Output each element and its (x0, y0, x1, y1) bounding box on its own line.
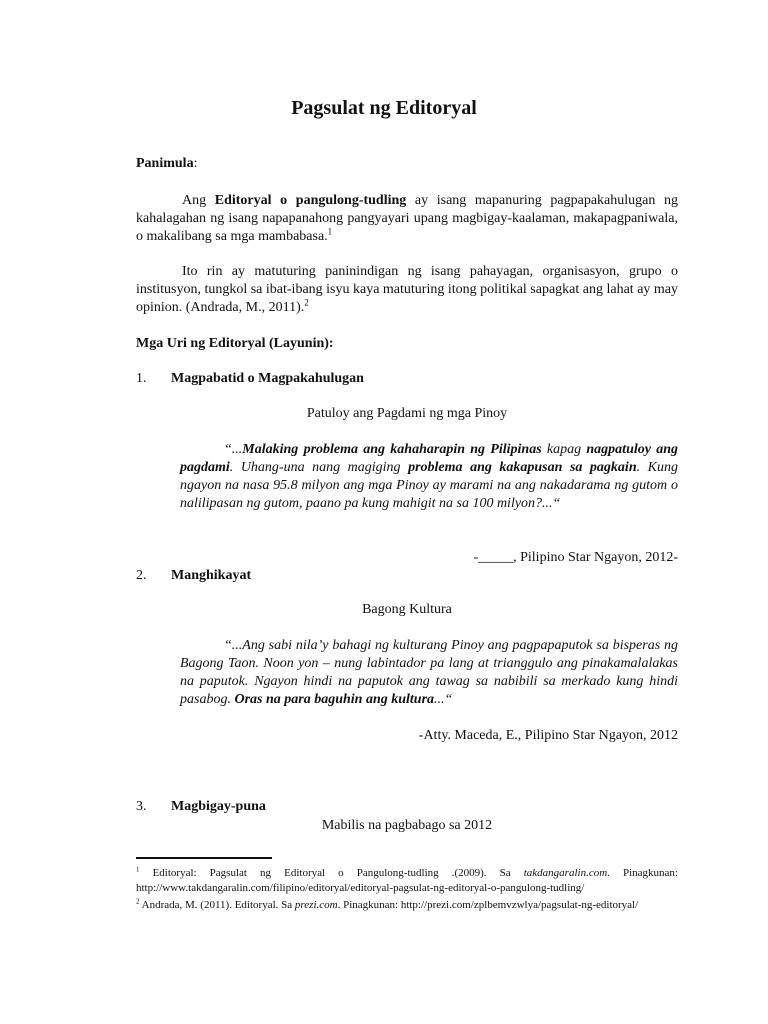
footnotes (136, 866, 678, 915)
footnote-2 (136, 898, 678, 913)
quote-text-1: kapag (541, 442, 587, 457)
para1-intro: Ang (182, 193, 215, 208)
quote-bold-3: problema ang kakapusan sa pagkain (408, 460, 637, 475)
item-3-subtitle: Mabilis na pagbabago sa 2012 (321, 818, 493, 833)
paragraph-definition (136, 192, 678, 246)
footnote-mark: 2 (136, 897, 140, 906)
para2-text: Ito rin ay matuturing paninindigan ng isang pahayagan, organisasyon, grupo o institusyon, tungkol sa ibat-ibang isyu kaya matuturing itong politikal sapagkat ang lahat ay may opinion. (Andrada, M., 2011). (136, 264, 679, 315)
item-1-attribution: -_____, Pilipino Star Ngayon, 2012- (473, 550, 678, 565)
para1-bold-term: Editoryal o pangulong-tudling (214, 193, 407, 208)
item-1-subtitle: Patuloy ang Pagdami ng mga Pinoy (306, 406, 508, 421)
quote-bold-2: nagpatuloy ang pagdami (180, 442, 678, 475)
item-label: Magpabatid o Magpakahulugan (171, 371, 364, 386)
quote-open: “... (224, 442, 243, 457)
section-heading-panimula (136, 155, 197, 173)
quote-bold-1: Malaking problema ang kahaharapin ng Pilipinas (242, 442, 542, 457)
item-label: Manghikayat (171, 568, 252, 583)
footnote-url: . Pinagkunan: http://prezi.com/zplbemvzwlya/pagsulat-ng-editoryal/ (337, 899, 639, 911)
footnote-text: Andrada, M. (2011). Editoryal. Sa (139, 899, 295, 911)
footnote-separator (136, 857, 272, 859)
item-number: 2. (136, 568, 147, 583)
panimula-label: Panimula (136, 156, 194, 171)
paragraph-opinion (136, 263, 678, 317)
quote-text-2: . Uhang-una nang magiging (229, 460, 409, 475)
item-label: Magbigay-puna (171, 799, 266, 814)
footnote-mark: 1 (136, 865, 140, 874)
item-number: 1. (136, 371, 147, 386)
item-2-quote (180, 637, 678, 709)
quote-text-2: ...“ (434, 692, 453, 707)
quote-text-1: “...Ang sabi nila’y bahagi ng kulturang Pinoy ang pagpapaputok sa bisperas ng Bagong Taon. Noon yon – nung labintador pa lang at trianggulo ang pinakamalalakas na paputok. Ngayon hindi na paputok ang tawag sa nabibili sa merkado kung hindi pasabog. (180, 638, 678, 707)
footnote-1 (136, 866, 678, 896)
footnote-text: Editoryal: Pagsulat ng Editoryal o Pangulong-tudling .(2009). Sa (139, 867, 524, 879)
panimula-colon: : (193, 156, 198, 171)
para1-text: ay isang mapanuring pagpapakahulugan ng kahalagahan ng isang napapanahong pangyayari upang magbigay-kaalaman, makapagpaniwala, o makalibang sa mga mambabasa. (136, 193, 678, 244)
quote-text-3: . Kung ngayon na nasa 95.8 milyon ang mga Pinoy ay marami na ang nakadarama ng gutom o nalilipasan ng gutom, paano pa kung mahigit na sa 100 milyon?...“ (180, 460, 678, 511)
footnote-ref-1: 1 (327, 226, 333, 237)
section-heading-types: Mga Uri ng Editoryal (Layunin): (136, 336, 334, 351)
footnote-url: . Pinagkunan: http://www.takdangaralin.com/filipino/editoryal/editoryal-pagsulat-ng-editoryal-o-pangulong-tudling/ (136, 867, 678, 894)
footnote-source: takdangaralin.com (523, 867, 608, 879)
quote-bold-1: Oras na para baguhin ang kultura (234, 692, 435, 707)
item-number: 3. (136, 799, 147, 814)
item-2-subtitle: Bagong Kultura (362, 602, 452, 617)
footnote-ref-2: 2 (304, 297, 309, 308)
item-2-attribution: -Atty. Maceda, E., Pilipino Star Ngayon, 2012 (418, 728, 678, 743)
page-title: Pagsulat ng Editoryal (291, 97, 477, 119)
item-1-quote (180, 441, 678, 513)
footnote-source: prezi.com (294, 899, 338, 911)
